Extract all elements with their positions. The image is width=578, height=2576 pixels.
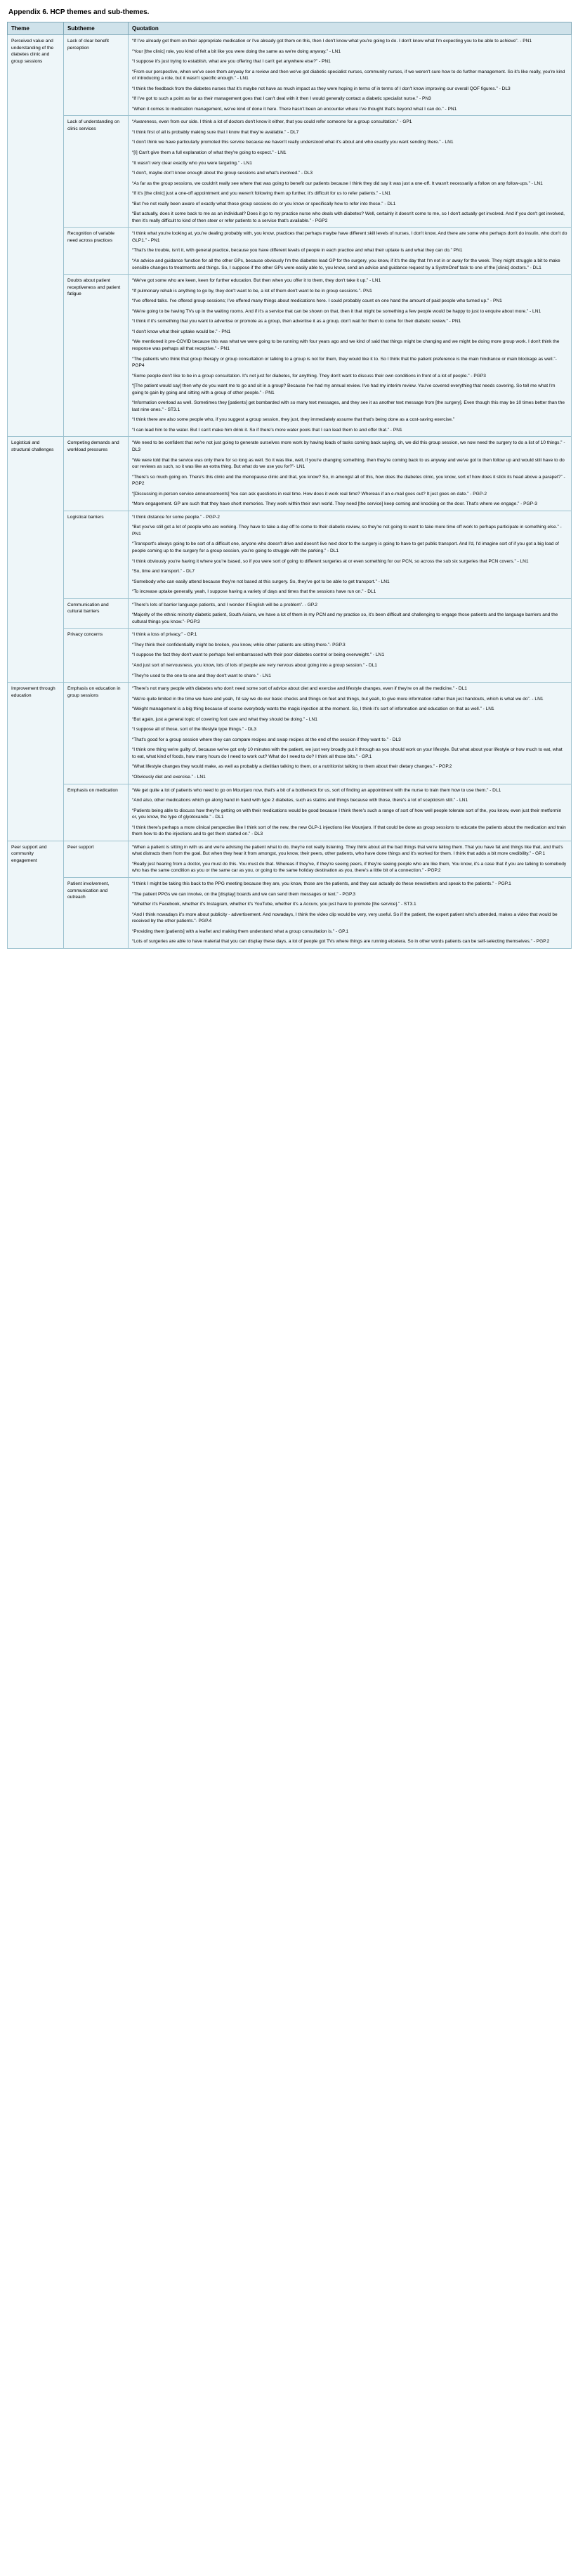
quotation: “I've offered talks. I've offered group sessions; I've offered many things about medications here. I could probably count on one hand the amount of paid people who turned up.” - PN1 xyxy=(132,298,502,304)
quotation: “I think I might be taking this back to the PPG meeting because they are, you know, those are the patients, and they can actually do these newsletters and speak to the patients.” - PGP.1 xyxy=(132,881,511,887)
quotation: “So, time and transport.” - DL7 xyxy=(132,569,195,574)
quotation: “I think first of all is probably making sure that I know that they're available.” - DL7 xyxy=(132,129,299,135)
appendix-page xyxy=(0,0,578,963)
quotation: “We're quite limited in the time we have and yeah, I'd say we do our basic checks and things on feet and things, but yeah, to give more information rather than just handouts, which is what we do”. - LN1 xyxy=(132,696,544,702)
quotation: “Awareness, even from our side. I think a lot of doctors don't know it either, that you could refer someone for a group consultation.” - GP1 xyxy=(132,119,412,125)
quotation: “I can lead him to the water. But I can't make him drink it. So if there's more water pools that I can lead them to and offer that.” - PN1 xyxy=(132,427,402,433)
quotation: “[Discussing in-person service announcements] You can ask questions in real time. How does it work real time? Whereas if an e-mail goes out? It just goes on date.” - PGP-2 xyxy=(132,491,487,497)
quotation: “Whether it's Facebook, whether it's Instagram, whether it's YouTube, whether it's a Accurx, you just have to promote [the service].” - ST3.1 xyxy=(132,902,416,907)
quotation: “The patient PPGs we can involve, on the [display] boards and we can send them messages or text.” - PGP.3 xyxy=(132,891,356,897)
subtheme-cell: Lack of understanding on clinic services xyxy=(64,116,129,228)
quotation: “I suppose it's just trying to establish, what are you offering that I can't get anywhere else?” - PN1 xyxy=(132,59,331,65)
quotation: “I don't, maybe don't know enough about the group sessions and what's involved.” - DL3 xyxy=(132,171,313,176)
quotation: “I think a loss of privacy.” - GP.1 xyxy=(132,632,197,638)
table-row xyxy=(8,228,572,275)
theme-cell: Improvement through education xyxy=(8,683,64,841)
quotation: “If I've already got them on their appropriate medication or I've already got them on this, then I don't know what you're going to do. I don't know what I'm expecting you to be able to achieve”. - PN1 xyxy=(132,39,532,44)
quotation-cell xyxy=(129,116,572,228)
subtheme-cell: Emphasis on education in group sessions xyxy=(64,683,129,784)
table-row xyxy=(8,437,572,511)
table-row xyxy=(8,275,572,437)
quotation: “An advice and guidance function for all the other GPs, because obviously I'm the diabetes lead GP for the surgery, you know, if it's the day that I'm not in or away for the week. They might struggle a bit to make sensible changes to treatments and things. So, I suppose if the other GPs were easily able to, you know, send an advice and guidance request by a SystmOnef task to one of the [clinic] doctors.” - DL1 xyxy=(132,258,560,270)
quotation-cell xyxy=(129,841,572,877)
quotation: “And I think nowadays it's more about publicity - advertisement. And nowadays, I think the video clip would be very, very useful. So if the patient, the expert patient who's attended, makes a video that would be received by the other patients.”- PGP.4 xyxy=(132,912,558,924)
quotation-cell xyxy=(129,35,572,116)
quotation-cell xyxy=(129,629,572,683)
quotation: “I think what you're looking at, you're dealing probably with, you know, practices that perhaps maybe have different skill levels of nurses, I don't know. And there are some who perhaps don't do insulin, who don't do GLP1.” - PN1 xyxy=(132,231,567,243)
quotation: “We get quite a lot of patients who need to go on Mounjaro now, that's a bit of a bottleneck for us, sort of finding an appointment with the nurse to train them how to use them.” - DL1 xyxy=(132,787,501,793)
subtheme-cell: Emphasis on medication xyxy=(64,784,129,841)
quotation: “They're used to the one to one and they don't want to share.” - LN1 xyxy=(132,673,271,678)
table-header-row xyxy=(8,22,572,35)
table-row xyxy=(8,598,572,629)
quotation: “I don't know what their uptake would be.” - PN1 xyxy=(132,329,231,334)
quotation: “I think there are also some people who, if you suggest a group session, they just, they immediately assume that that's being done as a cost-saving exercise.” xyxy=(132,417,455,423)
subtheme-cell: Doubts about patient receptiveness and patient fatigue xyxy=(64,275,129,437)
quotation: “There's not many people with diabetes who don't need some sort of advice about diet and exercise and lifestyle changes, even if they're on all the medicine.” - DL1 xyxy=(132,686,467,692)
quotation: “There's lots of barrier language patients, and I wonder if English will be a problem”. - GP.2 xyxy=(132,602,317,607)
quotation: “But you've still got a lot of people who are working. They have to take a day off to come to their diabetic review, so they're not going to want to take more time off work to perhaps participate in something else.” - PN1 xyxy=(132,525,562,537)
table-row xyxy=(8,841,572,877)
quotation: “As far as the group sessions, we couldn't really see where that was going to benefit our patients because I think they did say it was just a one-off. It wasn't necessarily a follow on any follow-ups.” - LN1 xyxy=(132,180,543,186)
quotation-cell xyxy=(129,511,572,598)
quotation: “Transport's always going to be sort of a difficult one, anyone who doesn't drive and doesn't live next door to the surgery is going to have to get public transport. And I'd, I'd imagine sort of if you got a big load of people coming up to the surgery for a group session, you're going to struggle with the parking.” - DL1 xyxy=(132,541,559,553)
quotation: “We've got some who are keen, keen for further education. But then when you offer it to them, they don't take it up.” - LN1 xyxy=(132,278,381,284)
quotation: “I think the feedback from the diabetes nurses that it's maybe not have as much impact as they were hoping in terms of in terms of I don't know improving our overall QOF figures.” - DL3 xyxy=(132,86,511,91)
table-row xyxy=(8,878,572,949)
quotation: “We need to be confident that we're not just going to generate ourselves more work by having loads of tasks coming back saying, oh, we did this group session, we now need the surgery to do a list of 10 things.” - DL3 xyxy=(132,440,565,452)
quotation: “Some people don't like to be in a group consultation. It's not just for diabetes, for anything. They don't want to discuss their own conditions in front of a lot of people.” - PGP3 xyxy=(132,373,486,379)
quotation: “Obviously diet and exercise.” - LN1 xyxy=(132,775,206,780)
quotation: “Weight management is a big thing because of course everybody wants the magic injection at the moment. So, I think it's sort of information and education on that as well.” - LN1 xyxy=(132,707,494,712)
quotation: “But actually, does it come back to me as an individual? Does it go to my practice nurse who deals with diabetes? Well, certainly it doesn't come to me, so I don't actually get involved. And if you don't get involved, then it's really difficult to kind of then steer or refer patients to a service that's available.” - PGP2 xyxy=(132,211,565,223)
quotation: “There's so much going on. There's this clinic and the menopause clinic and that, you know? So, in amongst all of this, how does the diabetes clinic, you know, sort of how does it stick its head above a parapet?” - PGP2 xyxy=(132,474,565,487)
subtheme-cell: Recognition of variable need across practices xyxy=(64,228,129,275)
quotation: “And just sort of nervousness, you know, lots of lots of people are very nervous about going into a group session.” - DL1 xyxy=(132,663,377,668)
quotation: “We were told that the service was only there for so long as well. So it was like, well, if you're changing something, then they're coming back to us anyway and we've got to then follow up and would still have to do our reviews as such, so it was like an extra thing. But what do we use you for?”- LN1 xyxy=(132,457,565,470)
quotation: “If it's [the clinic] just a one-off appointment and you weren't following them up further, it's difficult for us to refer patients.” - LN1 xyxy=(132,191,391,197)
subtheme-cell: Lack of clear benefit perception xyxy=(64,35,129,116)
quotation: “To increase uptake generally, yeah, I suppose having a variety of days and times that the sessions have run on.” - DL1 xyxy=(132,589,376,595)
quotation: “Information overload as well. Sometimes they [patients] get bombarded with so many text messages, and they see it as another text message from [the surgery]. Even though this may be 10 times better than the last nine ones.” - ST3.1 xyxy=(132,400,565,412)
quotation-cell xyxy=(129,784,572,841)
subtheme-cell: Communication and cultural barriers xyxy=(64,598,129,629)
table-body xyxy=(8,35,572,949)
theme-cell: Peer support and community engagement xyxy=(8,841,64,948)
subtheme-cell: Peer support xyxy=(64,841,129,877)
subtheme-cell: Privacy concerns xyxy=(64,629,129,683)
quotation: “Majority of the ethnic minority diabetic patient, South Asians, we have a lot of them in my PCN and my practice so, it's been difficult and challenging to engage those patients and the language barriers and the cultural things you know.”- PGP.3 xyxy=(132,612,558,624)
column-header-subtheme: Subtheme xyxy=(64,22,129,35)
quotation: “[The patient would say] then why do you want me to go and sit in a group? Because I've had my annual review. I've had my interim review. You've covered everything that needs covering. So tell me what I'm going to gain by going and sitting with a group of other people.” - PN1 xyxy=(132,383,556,395)
quotation: “I think there's perhaps a more clinical perspective like I think sort of the new, the new GLP-1 injections like Mounjaro. If that could be done as group sessions to educate the patients about the medication and train them how to do the injections and to get them started on.” - DL3 xyxy=(132,824,566,837)
quotation-cell xyxy=(129,598,572,629)
table-row xyxy=(8,683,572,784)
quotation: “Really just hearing from a doctor, you must do this. You must do that. Whereas if they've, if they're seeing peers, if they're seeing people who are like them, You know, it's a case that if you are talking to somebody who has the same condition as you or the same car as you, or going to the same holiday destination as you, there's a little bit of a connection.” - PGP.2 xyxy=(132,861,567,874)
quotation: “Your [the clinic] role, you kind of felt a bit like you were doing the same as we're doing anyway.” - LN1 xyxy=(132,48,341,54)
table-row xyxy=(8,784,572,841)
quotation: “But again, just a general topic of covering foot care and what they should be doing.” - LN1 xyxy=(132,716,317,722)
quotation: “But I've not really been aware of exactly what those group sessions do or you know or specifically how to refer into those.” - DL1 xyxy=(132,201,396,206)
quotation: “I suppose all of those, sort of the lifestyle type things.” - DL3 xyxy=(132,727,257,732)
table-row xyxy=(8,511,572,598)
subtheme-cell: Competing demands and workload pressures xyxy=(64,437,129,511)
quotation: “I think if it's something that you want to advertise or promote as a group, then advertise it as a group, don't wait for them to come for their diabetic review.” - PN1 xyxy=(132,319,461,324)
quotation: “If I've got to such a point as far as their management goes that I can't deal with it then I would generally contact a diabetic specialist nurse.” - PN3 xyxy=(132,96,431,102)
quotation: “And also, other medications which go along hand in hand with type 2 diabetes, such as statins and things because with those, there's a lot of scepticism still.” - LN1 xyxy=(132,798,468,803)
subtheme-cell: Patient involvement, communication and outreach xyxy=(64,878,129,949)
quotation: “Lots of surgeries are able to have material that you can display these days, a lot of people got TVs where things are running etcetera. So in other words patients can be self-selecting themselves.” - PGP.2 xyxy=(132,939,550,945)
column-header-quotation: Quotation xyxy=(129,22,572,35)
quotation: “We mentioned it pre-COVID because this was what we were going to be running with four years ago and we kind of said that things might be changing and we might be doing more group work. I don't think the response was perhaps all that receptive.” - PN1 xyxy=(132,339,560,351)
quotation: “That's good for a group session where they can compare recipes and swap recipes at the end of the session if they want to.” - DL3 xyxy=(132,737,401,742)
quotation: “From our perspective, when we've seen them anyway for a review and then we've got diabetic specialist nurses, community nurses, if we weren't sure how to do further management. So it's like really, you're kind of introducing a role, but it wasn't specific enough.” - LN1 xyxy=(132,69,565,81)
subtheme-cell: Logistical barriers xyxy=(64,511,129,598)
page-title: Appendix 6. HCP themes and sub-themes. xyxy=(8,8,150,16)
quotation: “What lifestyle changes they would make, as well as probably a dietitian talking to them, or a nutritionist talking to them about their dietary changes.” - PGP.2 xyxy=(132,764,452,770)
quotation-cell xyxy=(129,683,572,784)
column-header-theme: Theme xyxy=(8,22,64,35)
quotation: “It wasn't very clear exactly who you were targeting.” - LN1 xyxy=(132,160,252,166)
quotation: “If pulmonary rehab is anything to go by, they don't want to be, a lot of them don't want to be in group sessions.”- PN1 xyxy=(132,288,372,294)
table-row xyxy=(8,35,572,116)
table-row xyxy=(8,116,572,228)
quotation: “That's the trouble, isn't it, with general practice, because you have different levels of people in each practice and what their uptake is and what they can do.” PN1 xyxy=(132,248,463,254)
quotation: “I don't think we have particularly promoted this service because we haven't really understood what it's about and who exactly you want sending there.” - LN1 xyxy=(132,140,454,145)
quotation: “[I] Can't give them a full explanation of what they're going to expect.” - LN1 xyxy=(132,150,287,156)
quotation-cell xyxy=(129,878,572,949)
quotation: “I think obviously you're having it where you're based, so if you were sort of going to different surgeries at or even something for our PCN, so across the sub six surgeries that PCN covers.” - LN1 xyxy=(132,558,529,564)
quotation: “Providing them [patients] with a leaflet and making them understand what a group consultation is.” - GP.1 xyxy=(132,928,349,934)
quotation: “I think one thing we're guilty of, because we've got only 10 minutes with the patient, we just very broadly put it through as you should work on your lifestyle. But what about your lifestyle or how much to eat, what to eat, what kind of foods, how many hours do I need to work out? What do I need to do? I think all those bits.” - GP.1 xyxy=(132,747,563,759)
theme-cell: Logistical and structural challenges xyxy=(8,437,64,683)
theme-cell: Perceived value and understanding of the diabetes clinic and group sessions xyxy=(8,35,64,437)
themes-table xyxy=(7,22,572,949)
quotation-cell xyxy=(129,228,572,275)
quotation-cell xyxy=(129,437,572,511)
quotation: “When it comes to medication management, we've kind of done it here. There hasn't been an encounter where I've thought that's beyond what I can do.” - PN1 xyxy=(132,106,457,112)
quotation: “I suppose the fact they don't want to perhaps feel embarrassed with their poor diabetes control or being overweight.” - LN1 xyxy=(132,652,384,658)
quotation: “They think their confidentiality might be broken, you know, while other patients are sitting there.”- PGP.3 xyxy=(132,642,346,648)
quotation: “Patients being able to discuss how they're getting on with their medications would be good because I think there's such a range of sort of how well people tolerate sort of the, you know, even just their metformin or, you know, the type of glyotoxande.” - DL1 xyxy=(132,808,562,820)
quotation: “When a patient is sitting in with us and we're advising the patient what to do, they're not really listening. They think about all the bad things that we're telling them. That you have fat and things like that, and that's what distracts them from the goal. But when they hear it from amongst, you know, their peers, other patients, who have done things and it's worked for them. I think that adds a bit more credibility.” - GP.1 xyxy=(132,844,563,857)
quotation: “We're going to be having TVs up in the waiting rooms. And if it's a service that can be shown on that, then it that might be something a few people would be happy to just to enquire about more.” - LN1 xyxy=(132,308,541,314)
quotation: “Somebody who can easily attend because they're not based at this surgery. So, they've got to be able to get transport.” - LN1 xyxy=(132,579,390,584)
quotation: “More engagement. GP are such that they have short memories. They work within their own world. They need [the service] keep coming and knocking on the door. That's where we engage.” - PGP-3 xyxy=(132,501,537,507)
table-row xyxy=(8,629,572,683)
quotation: “The patients who think that group therapy or group consultation or talking to a group is not for them, they would like it to. So I think that the patient preference is the main hindrance or main blockage as well.”- PGP4 xyxy=(132,356,557,369)
quotation-cell xyxy=(129,275,572,437)
quotation: “I think distance for some people.” - PGP-2 xyxy=(132,514,220,520)
